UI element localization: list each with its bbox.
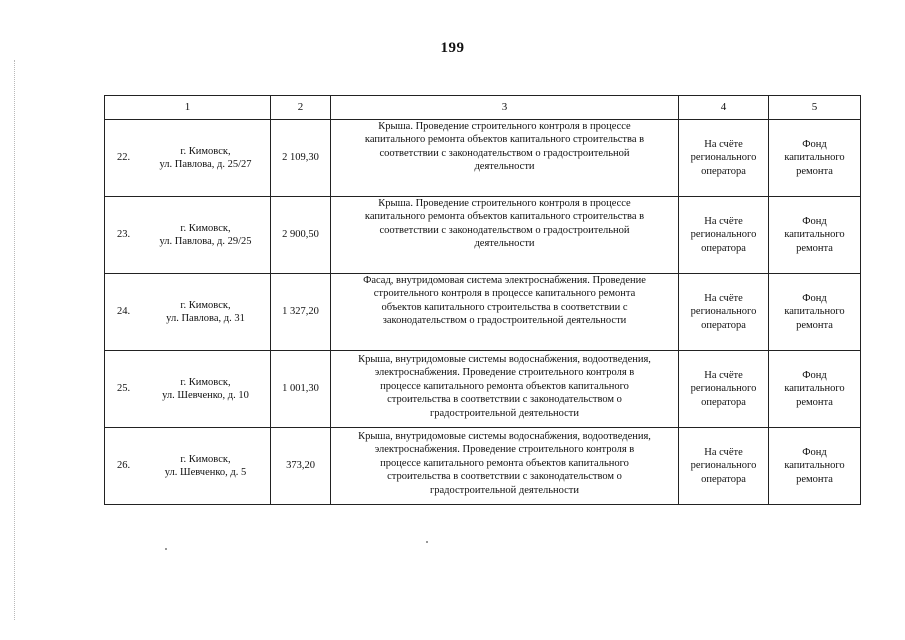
address-line: г. Кимовск, <box>180 145 231 157</box>
funding-source-cell <box>679 197 769 274</box>
scan-margin-marks <box>14 60 17 620</box>
column-header-2: 2 <box>271 96 331 120</box>
address-line: г. Кимовск, <box>180 453 231 465</box>
source-line: На счёте <box>704 446 743 458</box>
fund-line: Фонд <box>802 369 827 381</box>
fund-line: ремонта <box>796 396 833 408</box>
source-line: оператора <box>701 242 746 254</box>
address-line: ул. Шевченко, д. 10 <box>162 390 249 401</box>
fund-cell <box>769 120 861 197</box>
table-row <box>105 428 861 505</box>
work-line: капитального ремонта объектов капитального строительства в <box>364 134 645 146</box>
table-row <box>105 120 861 197</box>
work-line: деятельности <box>474 161 535 173</box>
work-line: объектов капитального строительства в соответствии с <box>381 301 628 313</box>
source-line: оператора <box>701 165 746 177</box>
address-line: ул. Павлова, д. 29/25 <box>159 236 252 247</box>
area-cell: 373,20 <box>271 428 331 505</box>
column-header-5: 5 <box>769 96 861 120</box>
address-line: г. Кимовск, <box>180 376 231 388</box>
work-line: строительства в соответствии с законодательством о <box>387 471 622 483</box>
column-header-3: 3 <box>331 96 679 120</box>
work-line: Крыша. Проведение строительного контроля в процессе <box>378 198 631 209</box>
page-number: 199 <box>440 40 465 56</box>
source-line: регионального <box>690 460 757 472</box>
work-description-cell <box>331 120 679 197</box>
address-line: ул. Шевченко, д. 5 <box>164 467 247 478</box>
repair-works-table <box>104 95 861 505</box>
fund-line: капитального <box>784 306 845 318</box>
fund-cell <box>769 197 861 274</box>
work-line: электроснабжения. Проведение строительного контроля в <box>374 444 635 456</box>
source-line: На счёте <box>704 292 743 304</box>
funding-source-cell <box>679 428 769 505</box>
address-cell <box>105 351 271 428</box>
source-line: регионального <box>690 306 757 318</box>
source-line: На счёте <box>704 215 743 227</box>
work-line: Крыша, внутридомовые системы водоснабжения, водоотведения, <box>358 431 651 442</box>
address <box>147 222 270 249</box>
work-line: строительства в соответствии с законодательством о <box>387 394 622 406</box>
work-line: соответствии с законодательством о градостроительной <box>379 147 630 159</box>
scan-speck <box>165 548 167 550</box>
column-header-1: 1 <box>105 96 271 120</box>
address-cell <box>105 428 271 505</box>
address-line: ул. Павлова, д. 31 <box>166 313 245 324</box>
work-line: соответствии с законодательством о градостроительной <box>379 224 630 236</box>
address <box>147 376 270 403</box>
table-row <box>105 351 861 428</box>
work-line: строительного контроля в процессе капитального ремонта <box>373 288 636 300</box>
fund-line: Фонд <box>802 138 827 150</box>
address-cell <box>105 120 271 197</box>
address <box>147 145 270 172</box>
funding-source-cell <box>679 351 769 428</box>
row-number: 24. <box>117 306 131 318</box>
scan-speck <box>426 541 428 543</box>
work-description-cell <box>331 351 679 428</box>
work-line: Фасад, внутридомовая система электроснабжения. Проведение <box>363 275 646 286</box>
address-line: г. Кимовск, <box>180 222 231 234</box>
area-cell: 1 001,30 <box>271 351 331 428</box>
work-line: законодательством о градостроительной деятельности <box>382 315 627 327</box>
fund-line: ремонта <box>796 242 833 254</box>
work-line: процессе капитального ремонта объектов капитального <box>380 380 629 392</box>
fund-line: капитального <box>784 152 845 164</box>
table-row <box>105 197 861 274</box>
address <box>147 453 270 480</box>
row-number: 26. <box>117 460 131 472</box>
address-cell <box>105 274 271 351</box>
row-number: 25. <box>117 383 131 395</box>
area-cell: 1 327,20 <box>271 274 331 351</box>
area-cell: 2 109,30 <box>271 120 331 197</box>
source-line: регионального <box>690 229 757 241</box>
table-row <box>105 274 861 351</box>
work-line: Крыша. Проведение строительного контроля в процессе <box>378 121 631 132</box>
address <box>147 299 270 326</box>
work-line: процессе капитального ремонта объектов капитального <box>380 457 629 469</box>
table-header-row <box>105 96 861 120</box>
source-line: На счёте <box>704 138 743 150</box>
work-line: электроснабжения. Проведение строительного контроля в <box>374 367 635 379</box>
fund-line: капитального <box>784 383 845 395</box>
fund-cell <box>769 351 861 428</box>
work-line: градостроительной деятельности <box>429 484 580 496</box>
work-line: Крыша, внутридомовые системы водоснабжения, водоотведения, <box>358 354 651 365</box>
source-line: регионального <box>690 383 757 395</box>
fund-line: Фонд <box>802 446 827 458</box>
source-line: оператора <box>701 319 746 331</box>
source-line: На счёте <box>704 369 743 381</box>
row-number: 22. <box>117 152 131 164</box>
fund-line: Фонд <box>802 215 827 227</box>
row-number: 23. <box>117 229 131 241</box>
source-line: регионального <box>690 152 757 164</box>
fund-line: капитального <box>784 460 845 472</box>
area-cell: 2 900,50 <box>271 197 331 274</box>
funding-source-cell <box>679 120 769 197</box>
work-line: деятельности <box>474 238 535 250</box>
fund-line: ремонта <box>796 319 833 331</box>
work-description-cell <box>331 197 679 274</box>
fund-line: ремонта <box>796 473 833 485</box>
column-header-4: 4 <box>679 96 769 120</box>
funding-source-cell <box>679 274 769 351</box>
work-description-cell <box>331 274 679 351</box>
fund-cell <box>769 274 861 351</box>
address-line: г. Кимовск, <box>180 299 231 311</box>
work-line: градостроительной деятельности <box>429 407 580 419</box>
address-line: ул. Павлова, д. 25/27 <box>159 159 252 170</box>
fund-cell <box>769 428 861 505</box>
work-description-cell <box>331 428 679 505</box>
fund-line: капитального <box>784 229 845 241</box>
work-line: капитального ремонта объектов капитального строительства в <box>364 211 645 223</box>
address-cell <box>105 197 271 274</box>
source-line: оператора <box>701 473 746 485</box>
fund-line: Фонд <box>802 292 827 304</box>
source-line: оператора <box>701 396 746 408</box>
fund-line: ремонта <box>796 165 833 177</box>
